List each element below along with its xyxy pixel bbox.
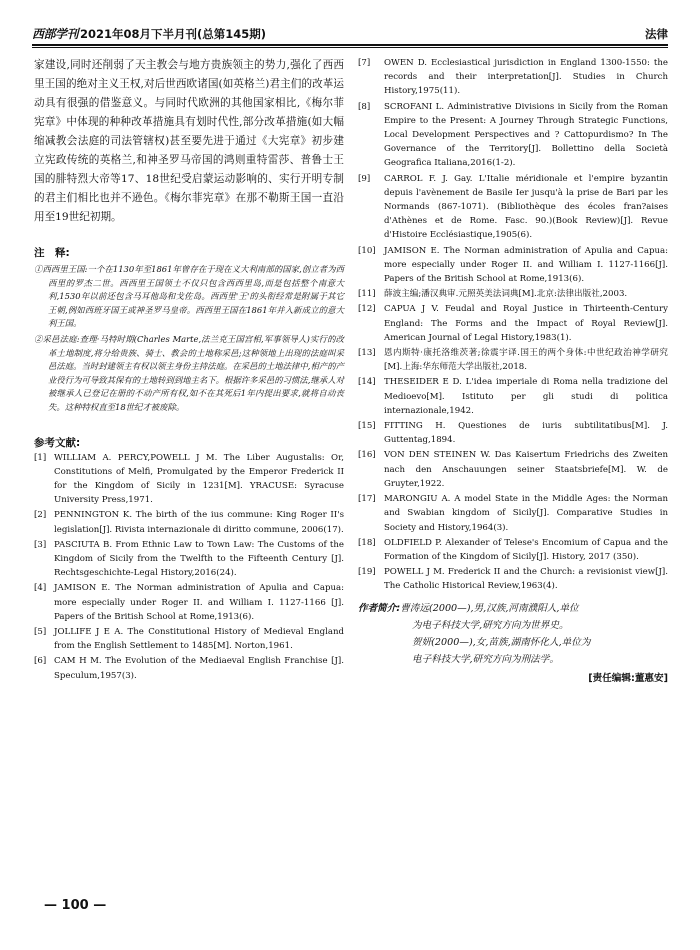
- reference-text: 薛波主编;潘汉典审.元照英美法词典[M].北京:法律出版社,2003.: [384, 289, 628, 300]
- body-paragraph: 家建设,同时还削弱了天主教会与地方贵族领主的势力,强化了西西里王国的绝对主义王权,对后世西欧诸国(如英格兰)君主们的改革运动具有很强的借鉴意义。与同时代欧洲的其他国家相比,《梅尔菲宪章》中体现的种种改革措施具有划时代性,部分改革措施(如大幅缩减教会法庭的司法管辖权)甚至要先进于通过《大宪章》初步建立宪政传统的英格兰,和神圣罗马帝国的鸿则重特雷莎、普鲁士王国的腓特烈大帝等17、18世纪受启蒙运动影响的、实行开明专制的君主们相比也并不逊色。《梅尔菲宪章》在那不勒斯王国一直沿用至19世纪初期。: [34, 59, 344, 223]
- reference-text: VON DEN STEINEN W. Das Kaisertum Friedrichs des Zweiten nach den Anschauungen seiner Staatsbriefe[M]. W. de Gruyter,1922.: [384, 450, 668, 489]
- reference-text: JAMISON E. The Norman administration of Apulia and Capua: more especially under Roger II. and William I. 1127-1166[J]. Papers of the British School at Rome,1913(6).: [384, 245, 668, 285]
- reference-number: [9]: [358, 173, 371, 184]
- reference-number: [18]: [358, 537, 376, 548]
- reference-item: [358, 419, 668, 447]
- reference-text: JAMISON E. The Norman administration of Apulia and Capua: more especially under Roger II. and William I. 1127-1166 [J]. Papers of the British School at Rome,1913(6).: [54, 583, 344, 622]
- page-number: — 100 —: [44, 898, 107, 913]
- note-item: [34, 263, 344, 331]
- reference-text: FITTING H. Questiones de iuris subtilitatibus[M]. J. Guttentag,1894.: [384, 421, 668, 446]
- note-item: [34, 333, 344, 415]
- reference-item: [358, 100, 668, 171]
- reference-text: JOLLIFE J E A. The Constitutional History of Medieval England from the English Settlement to 1485[M]. Norton,1961.: [54, 626, 344, 652]
- reference-text: SCROFANI L. Administrative Divisions in Sicily from the Roman Empire to the Present: A Journey Through Strategic Functions, Local Development Perspectives and ? Cattopurdismo? In The Governance of the Territory[J]. Bollettino della Società Geografica Italiana,2016(1-2).: [384, 101, 668, 169]
- reference-item: [34, 625, 344, 653]
- header-rule-thin: [32, 47, 668, 48]
- reference-text: OLDFIELD P. Alexander of Telese's Encomium of Capua and the Formation of the Kingdom of Sicily[J]. History, 2017 (350).: [384, 537, 668, 562]
- reference-text: OWEN D. Ecclesiastical jurisdiction in England 1300-1550: the records and their interpretation[J]. Studies in Church History,1975(11).: [384, 58, 668, 97]
- reference-text: WILLIAM A. PERCY,POWELL J M. The Liber Augustalis: Or, Constitutions of Melfi, Promulgated by the Emperor Frederick II for the Kingdom of Sicily in 1231[M]. YRACUSE: Syracuse University Press,1971.: [54, 452, 344, 506]
- issue-info: 2021年08月下半月刊(总第145期): [80, 27, 267, 41]
- reference-item: [358, 536, 668, 564]
- reference-text: PASCIUTA B. From Ethnic Law to Town Law: The Customs of the Kingdom of Sicily from the Twelfth to the Fifteenth Century [J]. Rechtsgeschichte-Legal History,2016(24).: [54, 539, 344, 579]
- reference-number: [8]: [358, 101, 371, 112]
- reference-item: [358, 448, 668, 491]
- reference-text: PENNINGTON K. The birth of the ius commune: King Roger II's legislation[J]. Rivista internazionale di diritto commune, 2006(17).: [54, 510, 344, 535]
- reference-item: [358, 172, 668, 243]
- header-left: [32, 25, 266, 42]
- author-line: [358, 600, 668, 617]
- right-column: [358, 56, 668, 684]
- reference-text: CAM H M. The Evolution of the Mediaeval English Franchise [J]. Speculum,1957(3).: [54, 656, 344, 681]
- reference-item: [358, 244, 668, 287]
- header-rule-thick: [32, 44, 668, 46]
- reference-item: [34, 451, 344, 508]
- note-text: 西西里王国:一个在1130年至1861年曾存在于现在义大利南部的国家,创立者为西西里的罗杰二世。西西里王国领土不仅只包含西西里岛,而是包括整个南意大利,1530年以前还包含马耳他岛和戈佐岛。西西里'王'的头衔经常是附属于其它王朝,例如西班牙国王或神圣罗马皇帝。西西里王国在1861年并入新成立的意大利王国。: [42, 264, 345, 329]
- note-text: 采邑法庭:查理·马特时期(Charles Marte,法兰克王国宫相,军事领导人)实行的改革土地制度,将分给贵族、骑士、教会的土地称采邑;这种领地上出现的法庭叫采邑法庭。当时封建领主有权以领主身份主持法庭。在采邑的土地法律中,相产的产业役行为可导致其保有的土地转到到地主名下。根据许多采邑的习惯法,继承人对被继承人已登记在册的不动产所有权,如不在其死后1年内提出要求,就将自动丧失。这种特权直至18世纪才被废除。: [42, 333, 344, 412]
- page-header: [32, 22, 668, 42]
- reference-item: [358, 346, 668, 374]
- left-column: [34, 56, 344, 684]
- journal-name: 西部学刊: [32, 27, 79, 41]
- reference-text: 恩内斯特·康托洛维茨著;徐震宇译.国王的两个身体:中世纪政治神学研究[M].上海:华东师范大学出版社,2018.: [384, 348, 668, 373]
- reference-number: [11]: [358, 289, 376, 300]
- author-text: 曹涛远(2000—),男,汉族,河南濮阳人,单位: [400, 602, 579, 614]
- reference-item: [358, 287, 668, 301]
- reference-text: MARONGIU A. A model State in the Middle Ages: the Norman and Swabian kingdom of Sicily[J]. Comparative Studies in Society and History,1964(3).: [384, 494, 668, 533]
- reference-number: [13]: [358, 348, 376, 359]
- reference-text: CAPUA J V. Feudal and Royal Justice in Thirteenth-Century England: The Forms and the Impact of Royal Review[J]. American Journal of Legal History,1983(1).: [384, 304, 668, 343]
- reference-number: [17]: [358, 494, 376, 505]
- reference-number: [2]: [34, 510, 47, 521]
- reference-number: [19]: [358, 567, 376, 578]
- reference-item: [358, 492, 668, 535]
- references-heading: 参考文献:: [34, 436, 81, 449]
- reference-number: [12]: [358, 304, 376, 315]
- note-marker: ①: [34, 264, 43, 274]
- author-info: [358, 600, 668, 668]
- author-line: 为电子科技大学,研究方向为世界史。: [412, 619, 569, 631]
- reference-item: [358, 565, 668, 593]
- reference-number: [14]: [358, 377, 376, 388]
- reference-text: POWELL J M. Frederick II and the Church: a revisionist view[J]. The Catholic Historical Review,1963(4).: [384, 567, 668, 592]
- reference-number: [10]: [358, 245, 376, 256]
- reference-text: THESEIDER E D. L'idea imperiale di Roma nella tradizione del Medioevo[M]. Istituto per gli studi di politica internazionale,1942.: [384, 377, 668, 416]
- reference-item: [358, 375, 668, 418]
- notes-heading: 注 释:: [34, 247, 70, 259]
- reference-item: [34, 654, 344, 682]
- reference-number: [16]: [358, 450, 376, 461]
- reference-number: [15]: [358, 421, 376, 432]
- reference-number: [7]: [358, 58, 371, 68]
- responsible-editor: [责任编辑:董惠安]: [588, 672, 668, 684]
- reference-number: [6]: [34, 656, 47, 667]
- reference-item: [34, 581, 344, 624]
- reference-text: CARROL F. J. Gay. L'Italie méridionale et l'empire byzantin depuis l'avènement de Basile Ier jusqu'à la prise de Bari par les Normands (867-1071). (Bibliothèque des écoles fran?aises d'Athènes et de Rome. Fasc. 90.)(Book Review)[J]. Revue d'Histoire Ecclésiastique,1905(6).: [384, 173, 668, 241]
- section-label: 法律: [645, 27, 668, 41]
- author-label: 作者简介:: [358, 602, 401, 614]
- note-marker: ②: [34, 333, 43, 344]
- author-line: 电子科技大学,研究方向为刑法学。: [412, 653, 559, 665]
- reference-number: [5]: [34, 626, 47, 637]
- reference-item: [358, 56, 668, 99]
- reference-number: [1]: [34, 452, 47, 463]
- reference-item: [34, 508, 344, 536]
- reference-item: [34, 538, 344, 581]
- reference-number: [4]: [34, 583, 47, 594]
- author-line: 贺妍(2000—),女,苗族,湖南怀化人,单位为: [412, 636, 591, 648]
- reference-number: [3]: [34, 539, 47, 550]
- reference-item: [358, 302, 668, 345]
